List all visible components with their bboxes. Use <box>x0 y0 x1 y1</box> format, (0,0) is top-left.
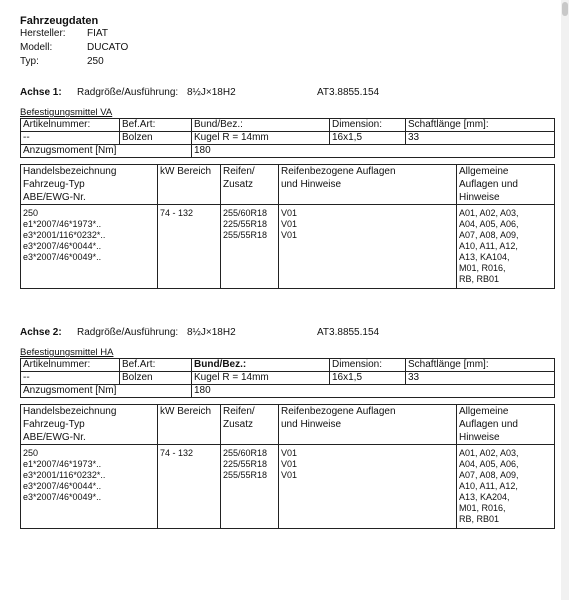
table-row: -- Bolzen Kugel R = 14mm 16x1,5 33 <box>21 372 555 385</box>
scrollbar[interactable] <box>561 0 569 600</box>
fastener-title: Befestigungsmittel HA <box>20 347 114 358</box>
fastener-table <box>20 358 555 398</box>
table-header-row: Handelsbezeichnung Fahrzeug-Typ ABE/EWG-Nr. kW Bereich Reifen/ Zusatz Reifenbezogene Auflagen und Hinweise Allgemeine Auflagen und Hinweise <box>21 405 555 445</box>
axle-1-header <box>20 87 555 98</box>
vehicle-fields <box>20 27 555 69</box>
axle-1-section <box>20 87 555 289</box>
fastener-title: Befestigungsmittel VA <box>20 107 113 118</box>
axle-2-header <box>20 327 555 338</box>
rim-size: 8½J×18H2 <box>187 327 236 338</box>
rim-size: 8½J×18H2 <box>187 87 236 98</box>
table-header-row: Handelsbezeichnung Fahrzeug-Typ ABE/EWG-Nr. kW Bereich Reifen/ Zusatz Reifenbezogene Auflagen und Hinweise Allgemeine Auflagen und Hinweise <box>21 165 555 205</box>
rim-label: Radgröße/Ausführung: <box>77 327 179 338</box>
fastener-table <box>20 118 555 158</box>
vehicle-approval-table <box>20 164 555 289</box>
table-row: -- Bolzen Kugel R = 14mm 16x1,5 33 <box>21 132 555 145</box>
document-page <box>20 10 555 529</box>
table-row: 250 e1*2007/46*1973*.. e3*2001/116*0232*.. e3*2007/46*0044*.. e3*2007/46*0049*.. 74 - 132 255/60R18 225/55R18 255/55R18 V01 V01 V01 A01, A02, A03, A04, A05, A06, A07, A08, A09, A10, A11, A12, A13, KA104, M01, R016, RB, RB01 <box>21 205 555 289</box>
part-number: AT3.8855.154 <box>317 327 380 338</box>
field-type: Typ: 250 <box>20 56 104 67</box>
axle-2-section <box>20 327 555 529</box>
table-row: Anzugsmoment [Nm] 180 <box>21 385 555 398</box>
table-row: Anzugsmoment [Nm] 180 <box>21 145 555 158</box>
field-manufacturer: Hersteller: FIAT <box>20 28 108 39</box>
part-number: AT3.8855.154 <box>317 87 380 98</box>
vehicle-approval-table <box>20 404 555 529</box>
table-row: 250 e1*2007/46*1973*.. e3*2001/116*0232*.. e3*2007/46*0044*.. e3*2007/46*0049*.. 74 - 132 255/60R18 225/55R18 255/55R18 V01 V01 V01 A01, A02, A03, A04, A05, A06, A07, A08, A09, A10, A11, A12, A13, KA204, M01, R016, RB, RB01 <box>21 445 555 529</box>
table-row: Artikelnummer: Bef.Art: Bund/Bez.: Dimension: Schaftlänge [mm]: <box>21 119 555 132</box>
field-model: Modell: DUCATO <box>20 42 129 53</box>
scrollbar-thumb[interactable] <box>562 2 568 16</box>
table-row: Artikelnummer: Bef.Art: Bund/Bez.: Dimension: Schaftlänge [mm]: <box>21 359 555 372</box>
axle-label: Achse 1: <box>20 87 62 98</box>
rim-label: Radgröße/Ausführung: <box>77 87 179 98</box>
axle-label: Achse 2: <box>20 327 62 338</box>
vehicle-data-title: Fahrzeugdaten <box>20 15 99 27</box>
